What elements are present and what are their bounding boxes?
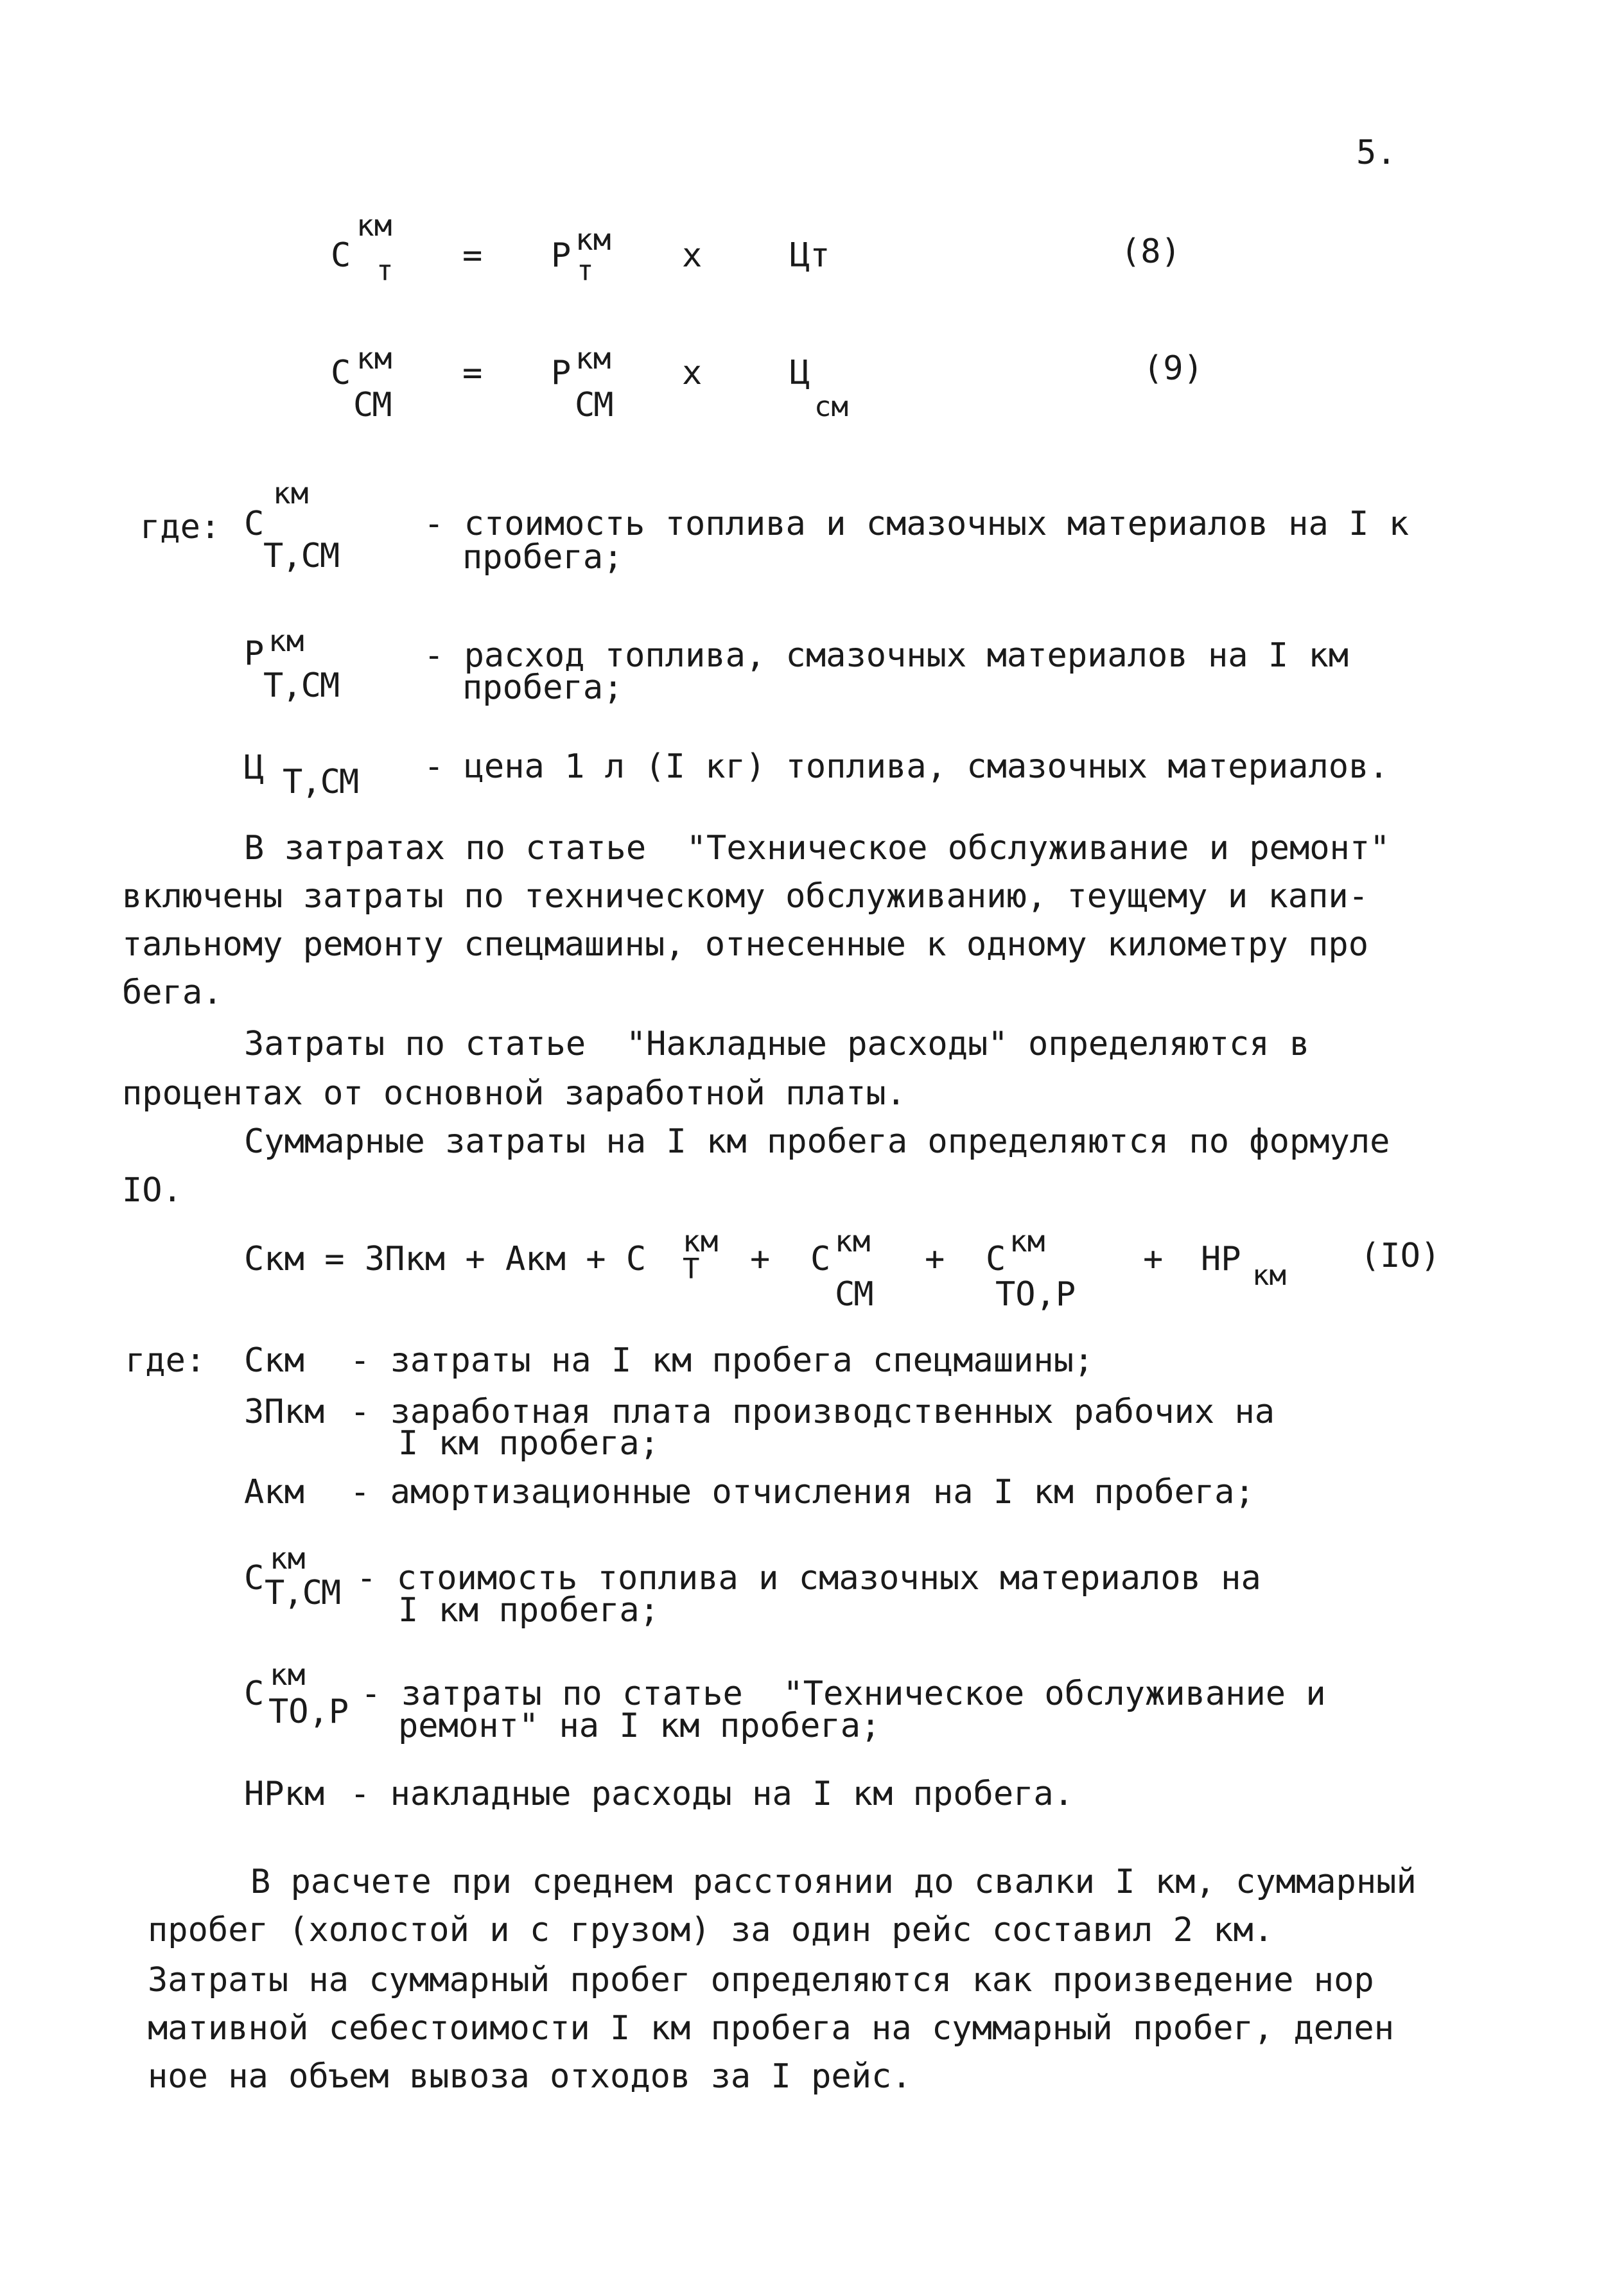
paragraph-line: включены затраты по техническому обслуживанию, теущему и капи- bbox=[122, 877, 1369, 916]
paragraph-line: Суммарные затраты на I км пробега определяются по формуле bbox=[244, 1122, 1390, 1161]
where-1-def3-sub: Т,СМ bbox=[283, 763, 358, 801]
where-2-row4-sub: Т,СМ bbox=[265, 1574, 340, 1612]
where-1-def1-sup: км bbox=[273, 476, 309, 510]
where-2-row3-symbol: Акм bbox=[244, 1473, 304, 1511]
formula-9-eq: = bbox=[462, 354, 483, 392]
formula-8-c: С bbox=[331, 236, 351, 275]
formula-9-p-sup: км bbox=[575, 341, 611, 376]
formula-10-plus3: + bbox=[1143, 1240, 1164, 1278]
formula-9-p-sub: СМ bbox=[575, 386, 613, 424]
formula-10-plus1: + bbox=[750, 1240, 771, 1278]
where-1-def1-symbol: С bbox=[244, 505, 265, 543]
formula-10-c3-sup: км bbox=[1009, 1224, 1045, 1258]
paragraph-line: Затраты по статье "Накладные расходы" определяются в bbox=[244, 1025, 1310, 1063]
where-2-row3-text: - амортизационные отчисления на I км пробега; bbox=[350, 1473, 1255, 1511]
paragraph-line: тальному ремонту спецмашины, отнесенные к одному километру про bbox=[122, 925, 1369, 964]
formula-10-c3-sub: ТО,Р bbox=[995, 1275, 1076, 1314]
where-1-def1-line2: пробега; bbox=[462, 538, 624, 577]
formula-8-number: (8) bbox=[1121, 232, 1181, 271]
formula-10-c2: С bbox=[810, 1240, 831, 1278]
paragraph-line: ное на объем вывоза отходов за I рейс. bbox=[148, 2057, 912, 2096]
formula-10-t1-sub: Т bbox=[683, 1253, 700, 1285]
page-number: 5. bbox=[1356, 134, 1397, 172]
paragraph-line: процентах от основной заработной платы. bbox=[122, 1074, 906, 1113]
where-1-def1-line1: - стоимость топлива и смазочных материалов на I к bbox=[424, 505, 1410, 543]
formula-8-c-sup: км bbox=[356, 208, 392, 243]
where-2-row2-line2: I км пробега; bbox=[398, 1424, 659, 1463]
where-1-def2-sup: км bbox=[268, 623, 304, 658]
where-2-row2-line1: - заработная плата производственных рабочих на bbox=[350, 1393, 1275, 1431]
paragraph-line: бега. bbox=[122, 973, 223, 1012]
where-2-row4-line1: - стоимость топлива и смазочных материалов на bbox=[356, 1559, 1261, 1598]
formula-9-c-sup: км bbox=[356, 341, 392, 376]
where-2-row6-text: - накладные расходы на I км пробега. bbox=[350, 1775, 1074, 1813]
formula-10-plus2: + bbox=[925, 1240, 945, 1278]
where-2-row4-line2: I км пробега; bbox=[398, 1591, 659, 1630]
where-2-row5-symbol: С bbox=[244, 1675, 265, 1713]
where-2-row1-symbol: Скм bbox=[244, 1341, 304, 1380]
paragraph-line: пробег (холостой и с грузом) за один рейс составил 2 км. bbox=[148, 1911, 1274, 1949]
formula-9-p: Р bbox=[551, 354, 572, 392]
formula-9-price: Ц bbox=[790, 354, 810, 392]
formula-10-t1-sup: км bbox=[683, 1224, 719, 1258]
where-2-row5-sup: км bbox=[270, 1657, 306, 1692]
formula-8-eq: = bbox=[462, 236, 483, 275]
formula-10-hp: НР bbox=[1201, 1240, 1241, 1278]
paragraph-line: мативной себестоимости I км пробега на суммарный пробег, делен bbox=[148, 2009, 1395, 2048]
formula-9-c-sub: СМ bbox=[353, 386, 391, 424]
formula-9-price-sub: см bbox=[814, 390, 848, 423]
where-1-label: где: bbox=[140, 508, 221, 546]
paragraph-line: В расчете при среднем расстоянии до свалки I км, суммарный bbox=[250, 1863, 1417, 1901]
formula-8-c-sub: т bbox=[376, 254, 394, 287]
where-2-row5-line2: ремонт" на I км пробега; bbox=[398, 1707, 881, 1745]
formula-10-c3: С bbox=[986, 1240, 1006, 1278]
where-1-def3-line1: - цена 1 л (I кг) топлива, смазочных материалов. bbox=[424, 747, 1389, 786]
where-1-def2-line2: пробега; bbox=[462, 668, 624, 707]
formula-9-number: (9) bbox=[1143, 349, 1203, 388]
where-2-row4-sup: км bbox=[270, 1541, 306, 1576]
formula-9-c: С bbox=[331, 354, 351, 392]
where-2-row2-symbol: ЗПкм bbox=[244, 1393, 325, 1431]
where-1-def1-sub: Т,СМ bbox=[263, 537, 339, 575]
formula-8-p: Р bbox=[551, 236, 572, 275]
where-2-row4-symbol: С bbox=[244, 1559, 265, 1598]
where-2-row5-line1: - затраты по статье "Техническое обслуживание и bbox=[361, 1675, 1326, 1713]
where-1-def3-symbol: Ц bbox=[244, 749, 265, 787]
formula-8-p-sup: км bbox=[575, 222, 611, 257]
where-1-def2-line1: - расход топлива, смазочных материалов на I км bbox=[424, 636, 1349, 675]
formula-8-p-sub: т bbox=[577, 254, 594, 287]
formula-10-c2-sub: СМ bbox=[835, 1275, 873, 1314]
paragraph-line: В затратах по статье "Техническое обслуживание и ремонт" bbox=[244, 829, 1390, 867]
formula-8-x: х bbox=[682, 236, 703, 275]
paragraph-line: Затраты на суммарный пробег определяются как произведение нор bbox=[148, 1961, 1374, 1999]
formula-10-number: (IO) bbox=[1360, 1237, 1441, 1275]
where-1-def2-sub: Т,СМ bbox=[263, 666, 339, 705]
formula-10-lhs: Скм = ЗПкм + Акм + С bbox=[244, 1240, 647, 1278]
where-2-row5-sub: ТО,Р bbox=[268, 1693, 349, 1731]
formula-10-c2-sup: км bbox=[835, 1224, 871, 1258]
formula-9-x: х bbox=[682, 354, 703, 392]
where-1-def2-symbol: Р bbox=[244, 634, 265, 673]
formula-10-hp-sub: км bbox=[1252, 1259, 1286, 1292]
where-2-row1-text: - затраты на I км пробега спецмашины; bbox=[350, 1341, 1094, 1380]
where-2-label: где: bbox=[125, 1341, 206, 1380]
formula-8-price: Цт bbox=[790, 236, 830, 275]
paragraph-line: IO. bbox=[122, 1171, 182, 1210]
where-2-row6-symbol: НРкм bbox=[244, 1775, 325, 1813]
